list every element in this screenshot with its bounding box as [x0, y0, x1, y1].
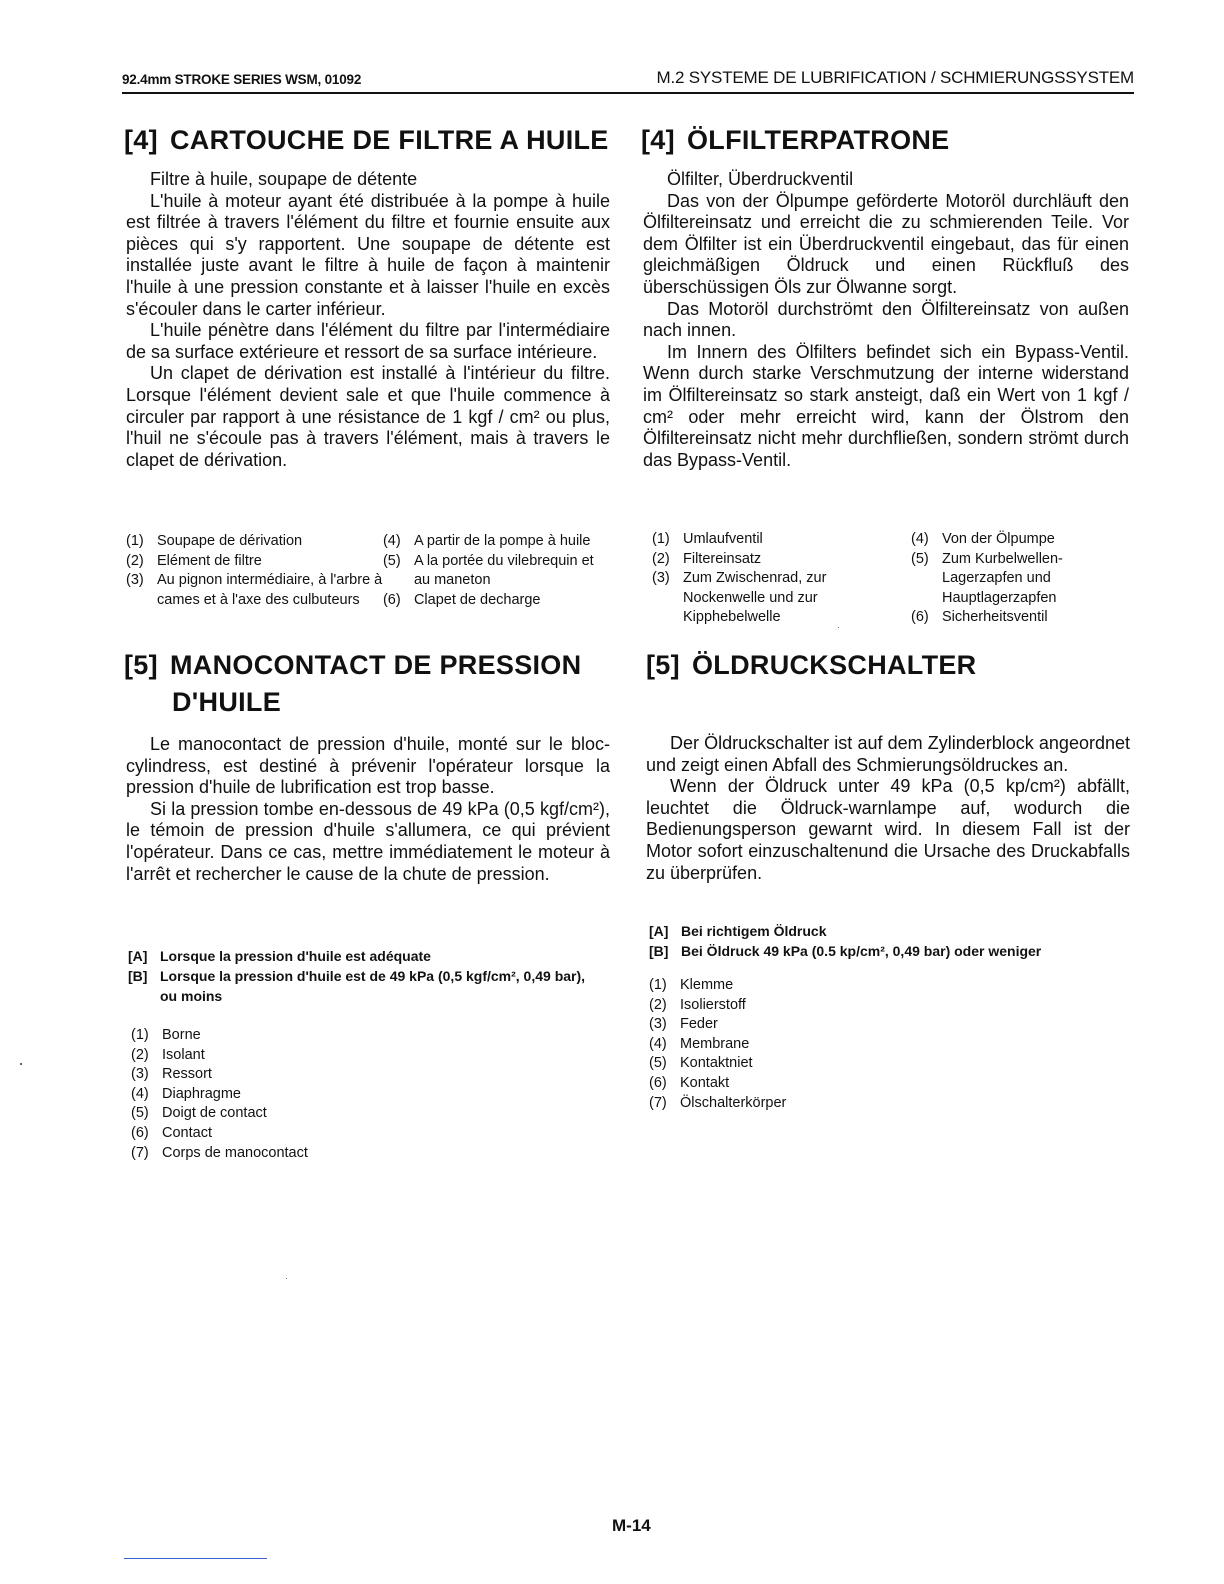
part-item: (3) Ressort [131, 1066, 212, 1083]
fr-switch-p1: Le manocontact de pression d'huile, monté sur le bloc-cylindress, est destiné à prévenir l'opérateur lorsque la pression d'huile de lubrification est trop basse. [126, 734, 610, 798]
scan-speck [286, 1278, 287, 1279]
part-item: (7) Corps de manocontact [131, 1144, 308, 1161]
fr-switch-title-line1: MANOCONTACT DE PRESSION [170, 650, 582, 680]
de-filter-p3: Im Innern des Ölfilters befindet sich ein Bypass-Ventil. Wenn durch starke Verschmutzung der interne widerstand im Ölfiltereinsatz so stark ansteigt, daß ein Wert von 1 kgf / cm² oder mehr erreicht wird, kann der Ölstrom den Ölfiltereinsatz nicht mehr durchfließen, sondern strömt durch das Bypass-Ventil. [643, 341, 1129, 470]
legend-item: (5) Zum Kurbelwellen-Lagerzapfen und Hauptlagerzapfen [911, 550, 1063, 606]
de-switch-heading [646, 647, 976, 684]
header-section: M.2 SYSTEME DE LUBRIFICATION / SCHMIERUNGSSYSTEM [656, 68, 1134, 87]
footer-rule [124, 1558, 267, 1559]
fr-filter-p3: Un clapet de dérivation est installé à l'intérieur du filtre. Lorsque l'élément devient sale et que l'huile commence à circuler par rapport à une résistance de 1 kgf / cm² ou plus, l'huil ne s'écoule pas à travers l'élément, mais à travers le clapet de dérivation. [126, 363, 610, 470]
legend-item: (2) Elément de filtre [126, 552, 262, 569]
de-switch-parts [649, 976, 949, 1113]
legend-item: (4) Von der Ölpumpe [911, 531, 1055, 547]
de-filter-heading [641, 122, 949, 159]
fr-filter-body [126, 169, 610, 471]
part-item: (5) Doigt de contact [131, 1105, 267, 1122]
fr-filter-p1: L'huile à moteur ayant été distribuée à la pompe à huile est filtrée à travers l'élément du filtre et fournie ensuite aux pièces qui s'y rapportent. Une soupape de détente est installée juste avant le filtre à huile de façon à maintenir l'huile à une pression constante et à laisser l'huile en excès s'écouler dans le carter inférieur. [126, 190, 610, 319]
de-switch-title: ÖLDRUCKSCHALTER [692, 650, 977, 680]
legend-item: (3) Zum Zwischenrad, zur Nockenwelle und zur Kipphebelwelle [652, 570, 827, 626]
condition-item: [A] Bei richtigem Öldruck [649, 923, 827, 939]
de-filter-p2: Das Motoröl durchströmt den Ölfiltereinsatz von außen nach innen. [643, 298, 1129, 341]
condition-item: [B] Lorsque la pression d'huile est de 49 kPa (0,5 kgf/cm², 0,49 bar), ou moins [128, 968, 586, 1004]
part-item: (5) Kontaktniet [649, 1055, 753, 1072]
part-item: (4) Diaphragme [131, 1085, 241, 1102]
legend-item: (6) Sicherheitsventil [911, 609, 1048, 626]
part-item: (6) Kontakt [649, 1074, 730, 1091]
fr-filter-p2: L'huile pénètre dans l'élément du filtre par l'intermédiaire de sa surface extérieure et ressort de sa surface intérieure. [126, 320, 610, 362]
fr-switch-conditions [128, 946, 594, 1006]
legend-item: (5) A la portée du vilebrequin et au maneton [382, 552, 594, 589]
legend-item: (2) Filtereinsatz [652, 550, 762, 567]
part-item: (3) Feder [649, 1016, 718, 1033]
part-item: (1) Klemme [649, 977, 734, 993]
part-item: (2) Isolant [131, 1046, 205, 1063]
fr-filter-heading [124, 122, 609, 159]
legend-item: (6) Clapet de decharge [382, 591, 541, 608]
page-number: M-14 [612, 1516, 651, 1535]
de-switch-p1: Der Öldruckschalter ist auf dem Zylinderblock angeordnet und zeigt einen Abfall des Schmierungsöldruckes an. [646, 733, 1130, 775]
fr-switch-title-line2: D'HUILE [172, 687, 282, 717]
de-filter-p1: Das von der Ölpumpe geförderte Motoröl durchläuft den Ölfiltereinsatz und erreicht die zu schmierenden Teile. Vor dem Ölfilter ist ein Überdruckventil eingebaut, das für einen gleichmäßigen Öldruck und einen Rückfluß des überschüssigen Öls zur Ölwanne sorgt. [643, 190, 1129, 297]
fr-switch-body [126, 734, 610, 885]
legend-item: (3) Au pignon intermédiaire, à l'arbre à cames et à l'axe des culbuteurs [126, 572, 383, 608]
condition-item: [B] Bei Öldruck 49 kPa (0.5 kp/cm², 0,49 bar) oder weniger [649, 943, 1042, 959]
fr-filter-legend [126, 532, 610, 610]
part-item: (7) Ölschalterkörper [649, 1094, 787, 1111]
running-header [122, 64, 1134, 94]
de-filter-num: [4] [641, 125, 675, 155]
part-item: (4) Membrane [649, 1035, 750, 1052]
legend-item: (4) A partir de la pompe à huile [382, 533, 591, 549]
de-switch-conditions [649, 921, 1129, 961]
de-filter-title: ÖLFILTERPATRONE [687, 125, 950, 155]
fr-filter-num: [4] [124, 125, 158, 155]
scan-speck [20, 1063, 22, 1065]
header-series: 92.4mm STROKE SERIES WSM, 01092 [122, 72, 362, 87]
fr-switch-heading [124, 647, 614, 721]
legend-item: (1) Umlaufventil [652, 531, 763, 547]
fr-switch-parts [131, 1026, 431, 1163]
part-item: (1) Borne [131, 1027, 201, 1043]
scan-speck [838, 627, 839, 628]
de-switch-body [646, 733, 1130, 884]
de-filter-body [643, 169, 1129, 471]
part-item: (6) Contact [131, 1124, 212, 1141]
condition-item: [A] Lorsque la pression d'huile est adéquate [128, 948, 431, 964]
fr-switch-p2: Si la pression tombe en-dessous de 49 kPa (0,5 kgf/cm²), le témoin de pression d'huile s'allumera, ce qui prévient l'opérateur. Dans ce cas, mettre immédiatement le moteur à l'arrêt et rechercher le cause de la chute de pression. [126, 798, 610, 884]
fr-switch-num: [5] [124, 650, 158, 680]
fr-filter-subtitle: Filtre à huile, soupape de détente [150, 169, 418, 189]
de-filter-legend [652, 530, 1132, 628]
de-filter-subtitle: Ölfilter, Überdruckventil [667, 169, 854, 189]
fr-filter-title: CARTOUCHE DE FILTRE A HUILE [170, 125, 609, 155]
legend-item: (1) Soupape de dérivation [126, 533, 303, 549]
part-item: (2) Isolierstoff [649, 996, 746, 1013]
de-switch-p2: Wenn der Öldruck unter 49 kPa (0,5 kp/cm²) abfällt, leuchtet die Öldruck-warnlampe auf, wodurch die Bedienungsperson gewarnt wird. In diesem Fall ist der Motor sofort einzuschaltenund die Ursache des Druckabfalls zu überprüfen. [646, 776, 1130, 883]
de-switch-num: [5] [646, 650, 680, 680]
